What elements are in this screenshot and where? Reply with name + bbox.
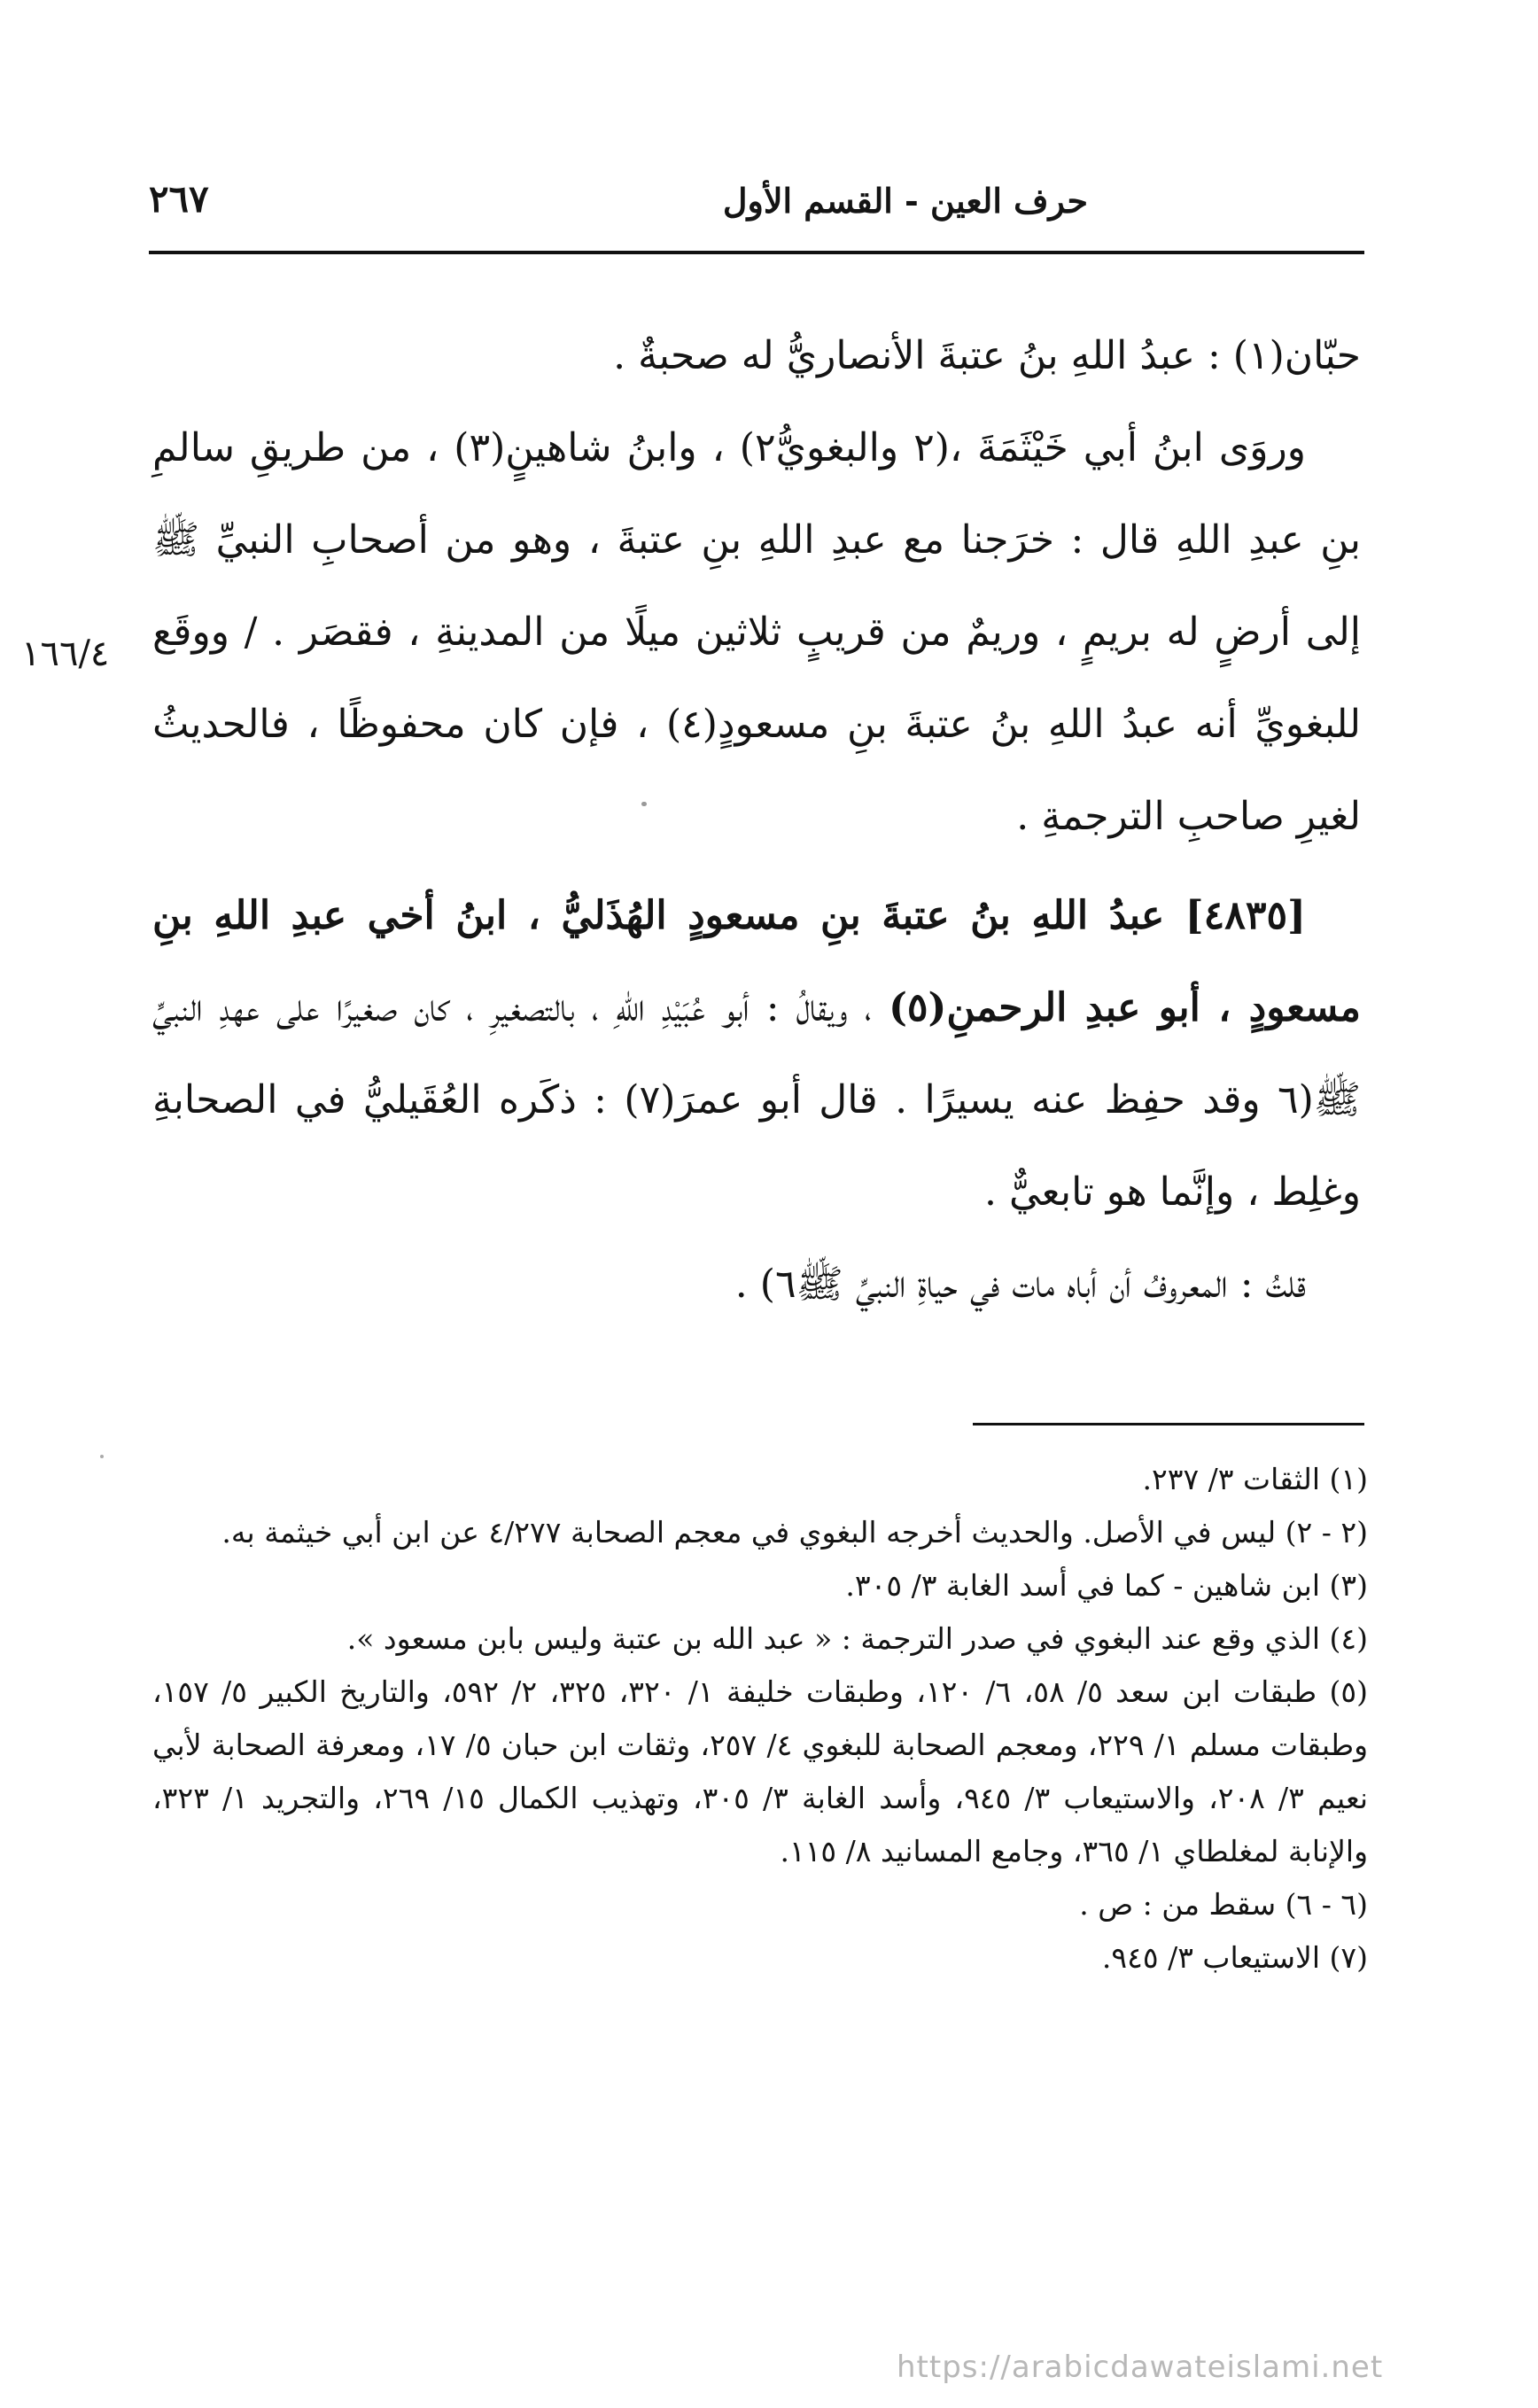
header-rule [149, 251, 1364, 254]
paragraph-1: حبّان(١) : عبدُ اللهِ بنُ عتبةَ الأنصاريُّ له صحبةٌ . [613, 333, 1361, 378]
paragraph-2: وروَى ابنُ أبي خَيْثَمَةَ ،(٢ والبغويُّ٢) ، وابنُ شاهينٍ(٣) ، من طريقِ سالمِ بنِ عبدِ اللهِ قال : خرَجنا مع عبدِ اللهِ بنِ عتبةَ ، وهو من أصحابِ النبيِّ ﷺ إلى أرضٍ له بريمٍ ، وريمٌ من قريبٍ ثلاثين ميلًا من المدينةِ ، فقصَر . / ووقَع للبغويِّ أنه عبدُ اللهِ بنُ عتبةَ بنِ مسعودٍ(٤) ، فإن كان محفوظًا ، فالحديثُ لغيرِ صاحبِ الترجمةِ . [152, 425, 1361, 839]
page-header [149, 174, 1371, 236]
page-number: ٢٦٧ [149, 177, 209, 221]
entry-body: ، ويقالُ : أبو عُبَيْدِ اللهِ ، بالتصغيرِ ، كان صغيرًا على عهدِ النبيِّ ﷺ(٦ وقد حفِظ عنه يسيرًا . قال أبو عمرَ(٧) : ذكَره العُقَيليُّ في الصحابةِ وغلِط ، وإنَّما هو تابعيٌّ . [152, 985, 1361, 1215]
footnote-3: (٣) ابن شاهين - كما في أسد الغابة ٣/ ٣٠٥. [845, 1568, 1368, 1603]
closing-remark: قلتُ : المعروفُ أن أباه مات في حياةِ النبيِّ ﷺ٦) . [734, 1262, 1306, 1307]
speck [641, 802, 647, 806]
footnote-5: (٥) طبقات ابن سعد ٥/ ٥٨، ٦/ ١٢٠، وطبقات خليفة ١/ ٣٢٠، ٣٢٥، ٢/ ٥٩٢، والتاريخ الكبير ٥/ ١٥٧، وطبقات مسلم ١/ ٢٢٩، ومعجم الصحابة للبغوي ٤/ ٢٥٧، وثقات ابن حبان ٥/ ١٧، ومعرفة الصحابة لأبي نعيم ٣/ ٢٠٨، والاستيعاب ٣/ ٩٤٥، وأسد الغابة ٣/ ٣٠٥، وتهذيب الكمال ١٥/ ٢٦٩، والتجريد ١/ ٣٢٣، والإنابة لمغلطاي ١/ ٣٦٥، وجامع المسانيد ٨/ ١١٥. [152, 1674, 1369, 1868]
footnote-7: (٧) الاستيعاب ٣/ ٩٤٥. [1101, 1940, 1368, 1975]
footnote-4: (٤) الذي وقع عند البغوي في صدر الترجمة : « عبد الله بن عتبة وليس بابن مسعود ». [346, 1621, 1368, 1656]
watermark-url: https://arabicdawateislami.net [897, 2350, 1384, 2385]
footnote-1: (١) الثقات ٣/ ٢٣٧. [1142, 1462, 1368, 1496]
footnotes [152, 1453, 1368, 1985]
entry-heading: [٤٨٣٥] عبدُ اللهِ بنُ عتبةَ بنِ مسعودٍ الهُذَليُّ ، ابنُ أخي عبدِ اللهِ بنِ مسعودٍ ، أبو عبدِ الرحمنِ(٥) [152, 893, 1362, 1030]
speck [100, 1455, 104, 1458]
running-head: حرف العين - القسم الأول [722, 181, 1088, 221]
margin-reference: ١٦٦/٤ [21, 633, 110, 674]
main-text [152, 310, 1361, 1331]
footnote-2: (٢ - ٢) ليس في الأصل. والحديث أخرجه البغوي في معجم الصحابة ٤/٢٧٧ عن ابن أبي خيثمة به. [221, 1515, 1368, 1550]
footnote-rule [973, 1423, 1364, 1425]
footnote-6: (٦ - ٦) سقط من : ص . [1079, 1887, 1368, 1922]
entry-4835 [152, 870, 1361, 1239]
